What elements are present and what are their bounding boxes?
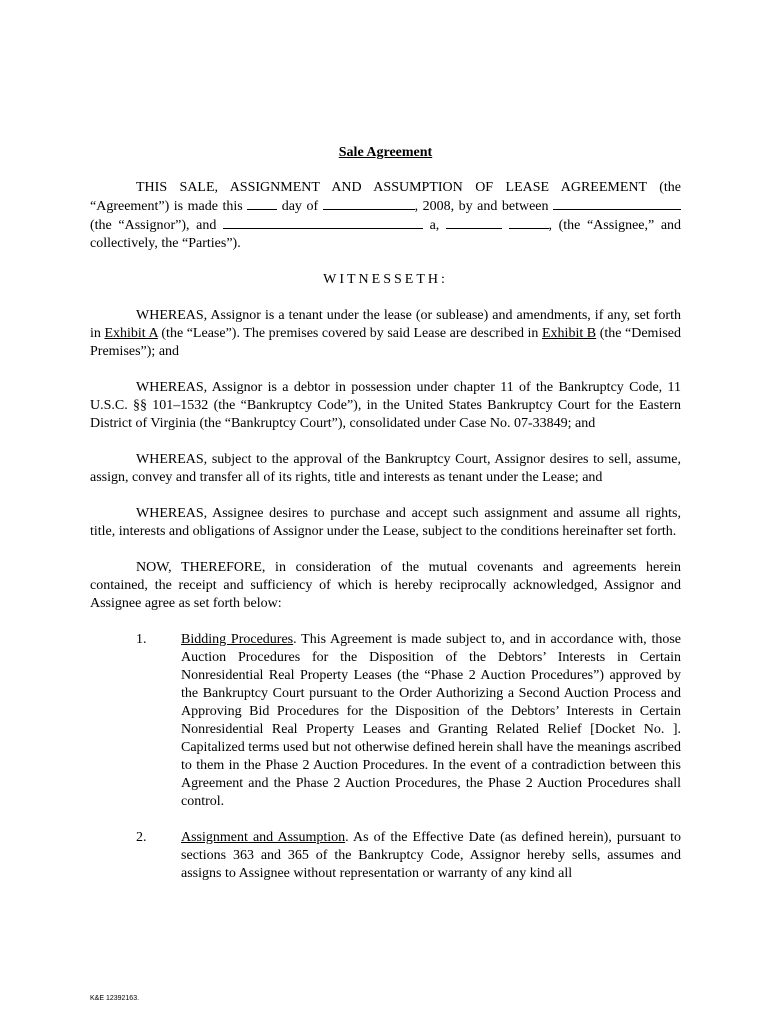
intro-text-2: day of xyxy=(281,199,319,214)
section-heading: Bidding Procedures xyxy=(181,632,294,647)
intro-text-6: , (the “Assignee,” and collectively, the “Parties”). xyxy=(90,218,682,251)
section-text: . This Agreement is made subject to, and in accordance with, those Auction Procedures for the Disposition of the Debtors’ Interests in Certain Nonresidential Real Property Leases (the “Phase 2 Auction Procedures”) approved by the Bankruptcy Court pursuant to the Order Authorizing a Second Auction Process and Approving Bid Procedures for the Disposition of the Debtors’ Interests in Certain Nonresidential Real Property Leases and Granting Related Relief [Docket No. ]. Capitalized terms used but not otherwise defined herein shall have the meanings ascribed to them in the Phase 2 Auction Procedures. In the event of a contradiction between this Agreement and the Phase 2 Auction Procedures, the Phase 2 Auction Procedures shall control. xyxy=(181,632,681,809)
day-blank[interactable] xyxy=(247,197,277,210)
intro-text-4: (the “Assignor”), and xyxy=(90,218,217,233)
footer-document-reference: K&E 12392163. xyxy=(90,995,140,1002)
entity-type-blank[interactable] xyxy=(446,216,502,229)
assignee-blank[interactable] xyxy=(223,216,423,229)
recital-lease xyxy=(90,307,681,361)
recital-lease-text-a: WHEREAS, Assignor is a tenant under the lease (or sublease) and amendments, if any, set forth in xyxy=(90,308,681,341)
recital-lease-text-b: (the “Lease”). The premises covered by said Lease are described in xyxy=(157,326,542,341)
section-number: 1. xyxy=(136,632,147,647)
intro-paragraph xyxy=(90,179,681,253)
now-therefore-paragraph: NOW, THEREFORE, in consideration of the mutual covenants and agreements herein contained, the receipt and sufficiency of which is hereby reciprocally acknowledged, Assignor and Assignee agree as set forth below: xyxy=(90,560,681,611)
intro-text-3: , 2008, by and between xyxy=(414,199,549,214)
jurisdiction-blank[interactable] xyxy=(509,216,549,229)
recital-approval: WHEREAS, subject to the approval of the Bankruptcy Court, Assignor desires to sell, assume, assign, convey and transfer all of its rights, title and interests as tenant under the Lease; and xyxy=(90,452,681,485)
intro-text-5: a, xyxy=(429,218,440,233)
document-body xyxy=(90,144,681,883)
witnesseth-heading: WITNESSETH: xyxy=(323,272,448,287)
intro-text-1: THIS SALE, ASSIGNMENT AND ASSUMPTION OF LEASE AGREEMENT (the “Agreement”) is made this xyxy=(90,180,681,214)
assignor-blank[interactable] xyxy=(553,197,681,210)
month-blank[interactable] xyxy=(323,197,415,210)
section-bidding-procedures xyxy=(90,631,681,811)
document-title: Sale Agreement xyxy=(338,145,433,160)
section-number: 2. xyxy=(136,830,147,845)
recital-bankruptcy: WHEREAS, Assignor is a debtor in possession under chapter 11 of the Bankruptcy Code, 11 U.S.C. §§ 101–1532 (the “Bankruptcy Code”), in the United States Bankruptcy Court for the Eastern District of Virginia (the “Bankruptcy Court”), consolidated under Case No. 07-33849; and xyxy=(90,380,681,431)
exhibit-a-reference: Exhibit A xyxy=(104,326,158,341)
section-text: . As of the Effective Date (as defined herein), pursuant to sections 363 and 365 of the Bankruptcy Code, Assignor hereby sells, assumes and assigns to Assignee without representation or warranty of any kind all xyxy=(181,830,681,881)
recital-lease-text-c: (the “Demised Premises”); and xyxy=(90,326,681,359)
section-assignment-assumption xyxy=(90,829,681,883)
recital-assignee: WHEREAS, Assignee desires to purchase and accept such assignment and assume all rights, title, interests and obligations of Assignor under the Lease, subject to the conditions hereinafter set forth. xyxy=(90,506,681,539)
section-heading: Assignment and Assumption xyxy=(181,830,346,845)
exhibit-b-reference: Exhibit B xyxy=(542,326,597,341)
